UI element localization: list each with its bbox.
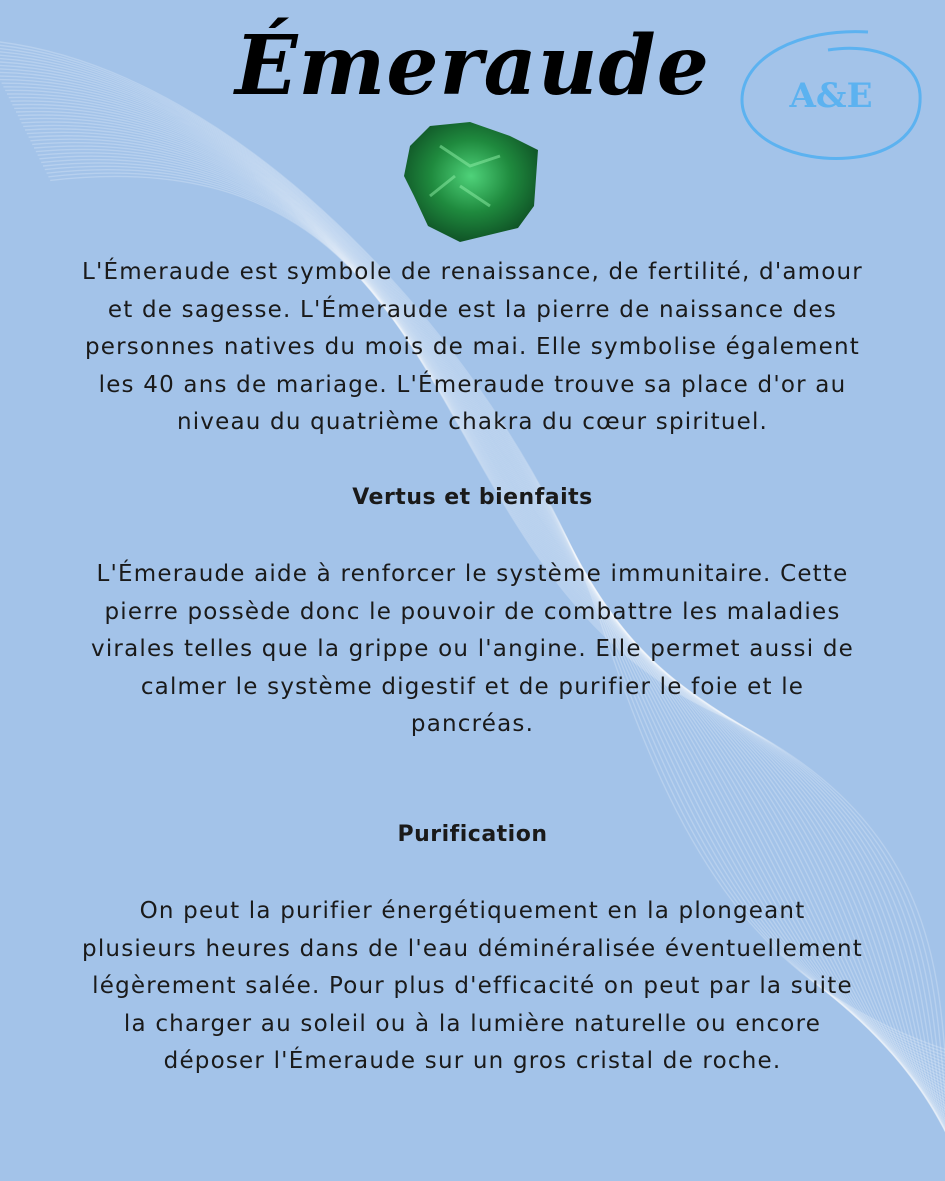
page-title: Émeraude bbox=[235, 18, 710, 114]
text-line: On peut la purifier énergétiquement en la plongeant bbox=[139, 898, 806, 924]
text-line: personnes natives du mois de mai. Elle symbolise également bbox=[84, 334, 861, 360]
text-line: déposer l'Émeraude sur un gros cristal de roche. bbox=[163, 1048, 782, 1074]
brand-logo bbox=[738, 28, 924, 164]
purification-paragraph bbox=[0, 893, 945, 1081]
virtues-paragraph bbox=[0, 556, 945, 744]
text-line: plusieurs heures dans de l'eau déminéralisée éventuellement bbox=[82, 935, 863, 962]
text-line: calmer le système digestif et de purifier le foie et le bbox=[140, 673, 805, 700]
virtues-heading: Vertus et bienfaits bbox=[352, 485, 593, 510]
text-line: L'Émeraude aide à renforcer le système immunitaire. Cette bbox=[96, 561, 849, 587]
text-line: niveau du quatrième chakra du cœur spirituel. bbox=[176, 409, 769, 435]
purification-heading: Purification bbox=[397, 822, 548, 847]
intro-paragraph bbox=[0, 254, 945, 442]
text-line: légèrement salée. Pour plus d'efficacité on peut par la suite bbox=[92, 973, 853, 999]
emerald-stone-image bbox=[400, 116, 540, 244]
text-line: pancréas. bbox=[410, 711, 535, 737]
text-line: les 40 ans de mariage. L'Émeraude trouve sa place d'or au bbox=[98, 371, 847, 398]
text-line: la charger au soleil ou à la lumière naturelle ou encore bbox=[123, 1010, 822, 1037]
logo-text: A&E bbox=[789, 76, 873, 116]
text-line: pierre possède donc le pouvoir de combattre les maladies bbox=[104, 598, 841, 625]
text-line: L'Émeraude est symbole de renaissance, de fertilité, d'amour bbox=[82, 259, 863, 285]
text-line: et de sagesse. L'Émeraude est la pierre de naissance des bbox=[107, 296, 838, 323]
text-line: virales telles que la grippe ou l'angine. Elle permet aussi de bbox=[91, 636, 854, 662]
